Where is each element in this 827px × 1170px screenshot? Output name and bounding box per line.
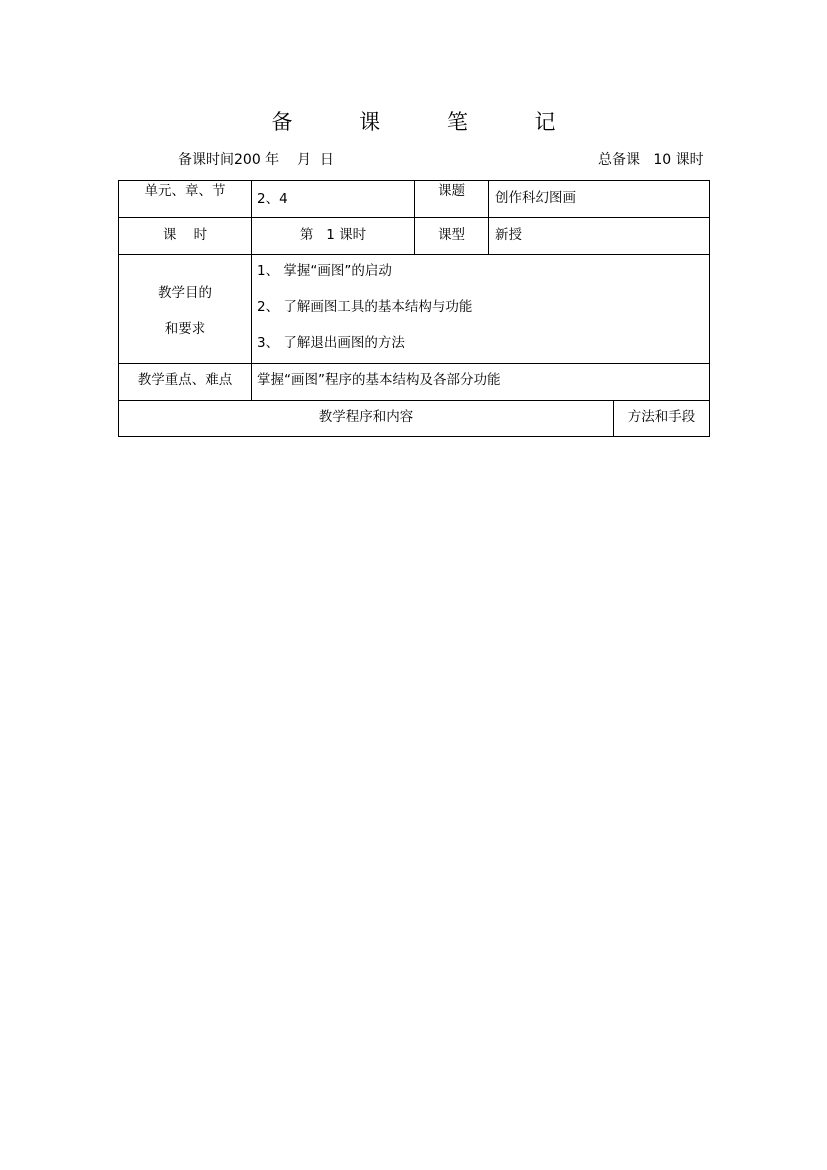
topic-label: 课题: [438, 183, 465, 199]
objective-item: 1、 掌握“画图”的启动: [257, 263, 392, 279]
key-points-label: 教学重点、难点: [137, 372, 233, 388]
unit-value: 2、4: [257, 191, 288, 207]
key-points-value: 掌握“画图”程序的基本结构及各部分功能: [257, 372, 501, 388]
lesson-plan-table: [118, 180, 710, 437]
methods-header: 方法和手段: [627, 409, 696, 425]
period-label: 课 时: [162, 227, 208, 243]
prep-date: 备课时间200 年 月 日: [178, 152, 334, 168]
topic-value: 创作科幻图画: [495, 190, 576, 206]
column-divider: [251, 181, 252, 400]
objectives-label: 和要求: [164, 321, 206, 337]
column-divider: [488, 181, 489, 254]
procedure-header: 教学程序和内容: [318, 409, 414, 425]
objective-item: 3、 了解退出画图的方法: [257, 335, 405, 351]
type-value: 新授: [495, 227, 522, 243]
row-divider: [119, 254, 709, 255]
unit-label: 单元、章、节: [144, 183, 226, 199]
objective-item: 2、 了解画图工具的基本结构与功能: [257, 299, 473, 315]
row-divider: [119, 400, 709, 401]
page-title: 备 课 笔 记: [271, 110, 586, 134]
period-value: 第 1 课时: [299, 227, 367, 243]
type-label: 课型: [438, 227, 465, 243]
total-lessons: 总备课 10 课时: [598, 152, 704, 168]
objectives-label: 教学目的: [158, 285, 212, 301]
row-divider: [119, 363, 709, 364]
